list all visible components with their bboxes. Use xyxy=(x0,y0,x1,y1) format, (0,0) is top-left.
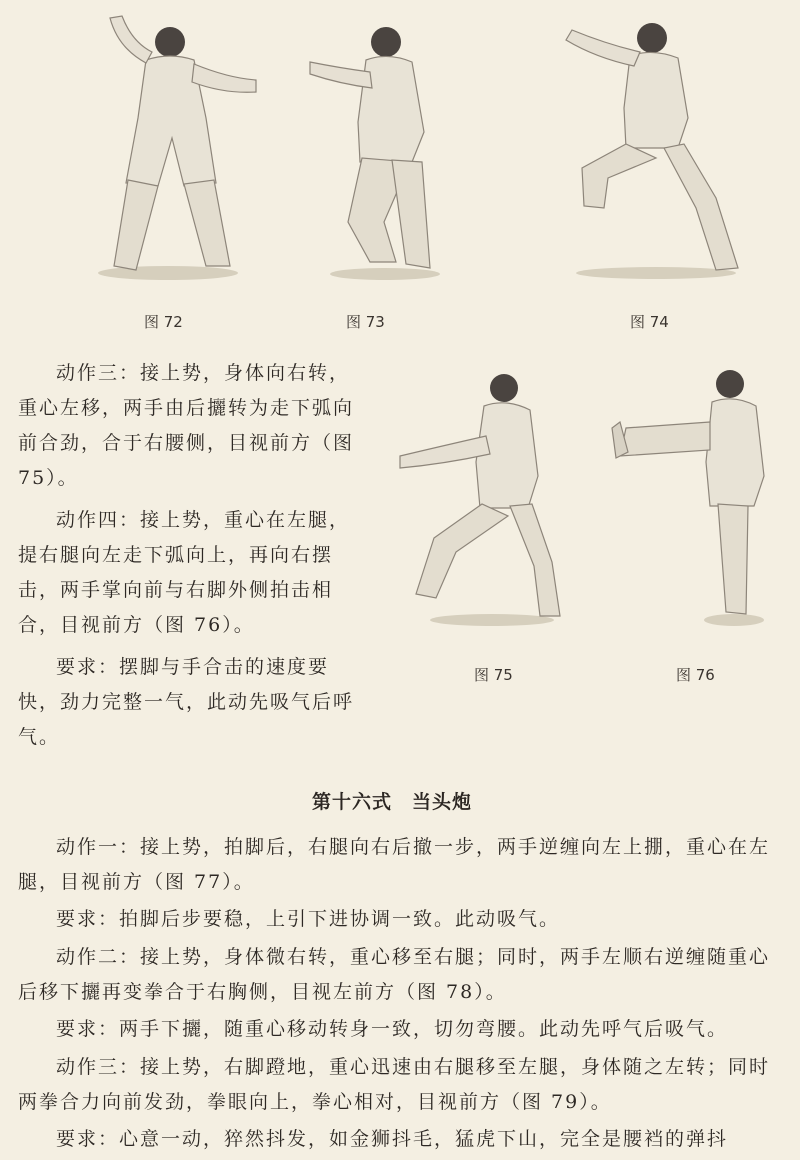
left-paragraph-1: 动作三：接上势，身体向右转，重心左移，两手由后攦转为走下弧向前合劲，合于右腰侧，目视前方（图 75）。 xyxy=(18,362,355,489)
body-paragraph-6: 要求：心意一动，猝然抖发，如金狮抖毛，猛虎下山，完全是腰裆的弹抖 xyxy=(56,1128,729,1150)
figure-73-photo xyxy=(300,12,450,282)
body-paragraph-2: 要求：拍脚后步要稳，上引下进协调一致。此动吸气。 xyxy=(56,908,561,930)
body-paragraph-1: 动作一：接上势，拍脚后，右腿向右后撤一步，两手逆缠向左上掤，重心在左腿，目视前方（图 77）。 xyxy=(18,836,771,893)
body-paragraph-4: 要求：两手下攦，随重心移动转身一致，切勿弯腰。此动先呼气后吸气。 xyxy=(56,1018,729,1040)
figure-76-photo xyxy=(606,366,782,628)
left-paragraph-2: 动作四：接上势，重心在左腿，提右腿向左走下弧向上，再向右摆击，两手掌向前与右脚外侧拍击相合，目视前方（图 76）。 xyxy=(18,509,351,636)
figure-75-caption: 图 75 xyxy=(474,666,513,684)
figure-74-photo xyxy=(556,8,746,283)
figure-76-caption: 图 76 xyxy=(676,666,715,684)
body-paragraph-3: 动作二：接上势，身体微右转，重心移至右腿；同时，两手左顺右逆缠随重心后移下攦再变拳合于右胸侧，目视左前方（图 78）。 xyxy=(18,946,771,1003)
figure-75-photo xyxy=(392,366,562,628)
figure-73-caption: 图 73 xyxy=(346,313,385,331)
figure-74-caption: 图 74 xyxy=(630,313,669,331)
left-paragraph-3: 要求：摆脚与手合击的速度要快，劲力完整一气，此动先吸气后呼气。 xyxy=(18,656,355,748)
figure-72-photo xyxy=(88,8,278,283)
figure-72-caption: 图 72 xyxy=(144,313,183,331)
body-paragraph-5: 动作三：接上势，右脚蹬地，重心迅速由右腿移至左腿，身体随之左转；同时两拳合力向前发劲，拳眼向上，拳心相对，目视前方（图 79）。 xyxy=(18,1056,771,1113)
section-title: 第十六式 当头炮 xyxy=(312,791,473,813)
